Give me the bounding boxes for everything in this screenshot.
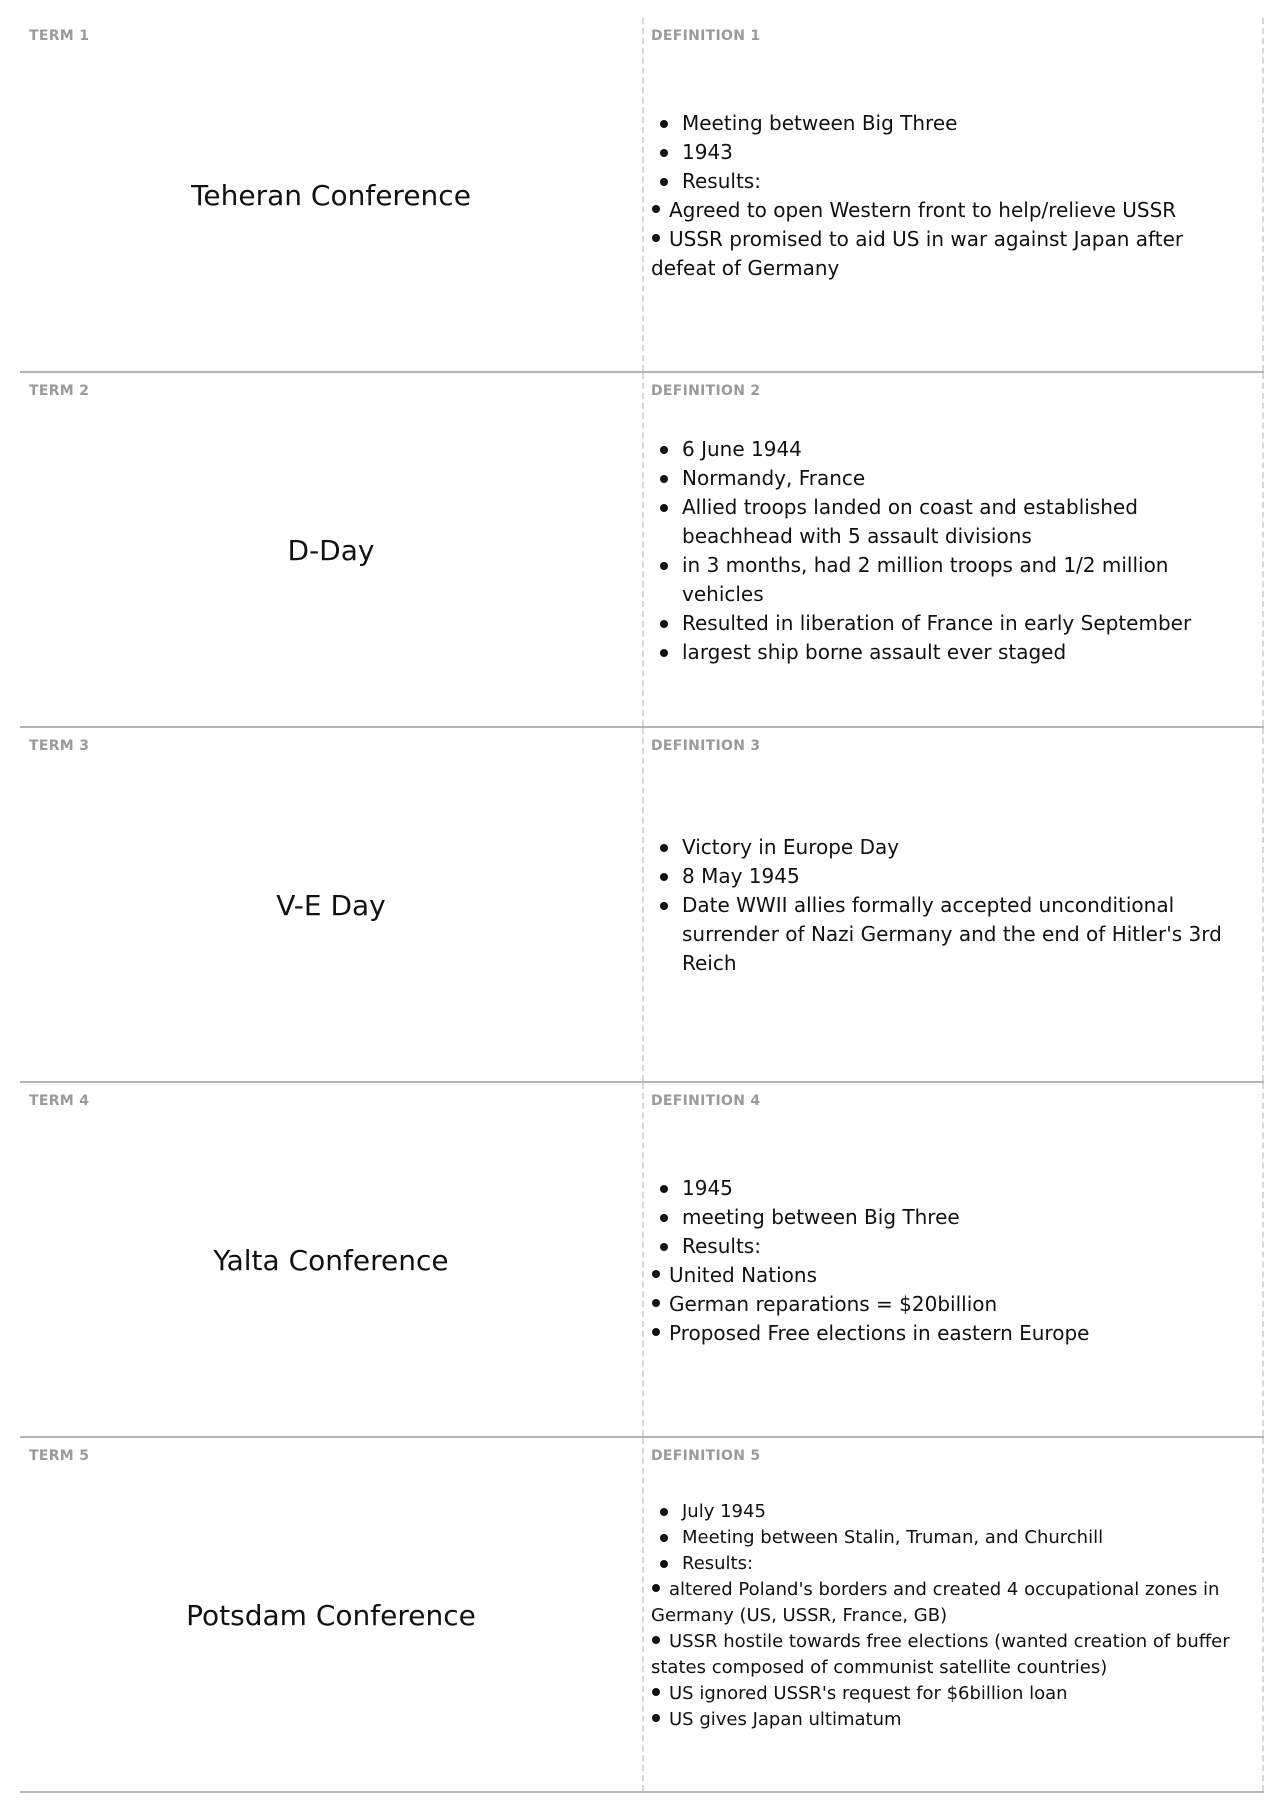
definition-label: DEFINITION 2 <box>651 383 761 399</box>
bullet-text: Agreed to open Western front to help/relieve USSR <box>669 197 1177 222</box>
definition-bullet <box>651 1499 1251 1525</box>
card-divider <box>642 18 644 371</box>
bullet-icon <box>652 1270 660 1278</box>
bullet-icon <box>652 1299 660 1307</box>
definition-bullet <box>651 609 1251 638</box>
term-label: TERM 3 <box>29 738 90 754</box>
bullet-icon <box>660 475 668 483</box>
definition-bullet <box>651 862 1251 891</box>
bullet-icon <box>652 1636 660 1644</box>
definition-bullet <box>651 1577 1251 1629</box>
bullet-icon <box>660 649 668 657</box>
flashcard-sheet <box>20 18 1264 1793</box>
bullet-icon <box>660 1560 668 1568</box>
bullet-icon <box>660 844 668 852</box>
bullet-icon <box>660 902 668 910</box>
bullet-text: Meeting between Stalin, Truman, and Churchill <box>682 1526 1104 1548</box>
term-text: Yalta Conference <box>213 1244 449 1277</box>
definition-bullet <box>651 464 1251 493</box>
card-edge <box>1262 1083 1264 1436</box>
bullet-icon <box>660 1534 668 1542</box>
definition-label: DEFINITION 5 <box>651 1448 761 1464</box>
bullet-text: 8 May 1945 <box>682 864 800 888</box>
flashcard-row <box>20 1083 1264 1438</box>
definition-bullet <box>651 1525 1251 1551</box>
bullet-text: 6 June 1944 <box>682 436 802 461</box>
card-divider <box>642 1438 644 1791</box>
bullet-icon <box>660 1185 668 1193</box>
definition-bullet <box>651 167 1251 196</box>
bullet-icon <box>660 562 668 570</box>
definition-bullet <box>651 551 1251 609</box>
bullet-icon <box>652 234 660 242</box>
bullet-text: German reparations = $20billion <box>669 1291 998 1316</box>
definition-area <box>651 1083 1251 1438</box>
bullet-text: 1945 <box>682 1175 733 1200</box>
card-edge <box>1262 373 1264 726</box>
term-text: Potsdam Conference <box>186 1599 476 1632</box>
definition-bullet <box>651 833 1251 862</box>
bullet-text: largest ship borne assault ever staged <box>682 639 1067 664</box>
bullet-icon <box>660 620 668 628</box>
definition-list <box>651 1174 1251 1348</box>
bullet-text: Results: <box>682 168 761 193</box>
term-text: D-Day <box>287 534 375 567</box>
bullet-icon <box>660 149 668 157</box>
bullet-text: Resulted in liberation of France in early September <box>682 610 1192 635</box>
definition-bullet <box>651 493 1251 551</box>
bullet-icon <box>660 1508 668 1516</box>
card-edge <box>1262 18 1264 371</box>
definition-bullet <box>651 196 1251 225</box>
bullet-text: Date WWII allies formally accepted unconditional surrender of Nazi Germany and the end of Hitler's 3rd Reich <box>682 893 1222 975</box>
term-label: TERM 2 <box>29 383 90 399</box>
definition-bullet <box>651 891 1251 978</box>
bullet-text: altered Poland's borders and created 4 occupational zones in Germany (US, USSR, France, GB) <box>651 1578 1220 1626</box>
definition-bullet <box>651 1174 1251 1203</box>
bullet-icon <box>660 504 668 512</box>
definition-bullet <box>651 1232 1251 1261</box>
bullet-text: Victory in Europe Day <box>682 835 900 859</box>
definition-bullet <box>651 1261 1251 1290</box>
definition-label: DEFINITION 3 <box>651 738 761 754</box>
card-divider <box>642 373 644 726</box>
bullet-text: Normandy, France <box>682 465 866 490</box>
bullet-text: July 1945 <box>682 1500 766 1522</box>
bullet-icon <box>652 205 660 213</box>
bullet-text: Allied troops landed on coast and established beachhead with 5 assault divisions <box>682 494 1138 548</box>
definition-bullet <box>651 138 1251 167</box>
bullet-text: US ignored USSR's request for $6billion loan <box>669 1682 1068 1704</box>
definition-area <box>651 1438 1251 1793</box>
term-label: TERM 1 <box>29 28 90 44</box>
bullet-icon <box>660 873 668 881</box>
bullet-icon <box>652 1584 660 1592</box>
bullet-icon <box>660 178 668 186</box>
bullet-icon <box>660 1214 668 1222</box>
bullet-text: USSR promised to aid US in war against Japan after defeat of Germany <box>651 226 1184 280</box>
definition-area <box>651 18 1251 373</box>
definition-bullet <box>651 225 1251 283</box>
card-edge <box>1262 728 1264 1081</box>
definition-bullet <box>651 1707 1251 1733</box>
flashcard-row <box>20 1438 1264 1793</box>
definition-list <box>651 833 1251 978</box>
definition-bullet <box>651 435 1251 464</box>
definition-bullet <box>651 109 1251 138</box>
bullet-icon <box>652 1328 660 1336</box>
bullet-icon <box>660 120 668 128</box>
definition-label: DEFINITION 1 <box>651 28 761 44</box>
definition-area <box>651 373 1251 728</box>
definition-list <box>651 1499 1251 1733</box>
bullet-text: 1943 <box>682 139 733 164</box>
definition-area <box>651 728 1251 1083</box>
bullet-text: in 3 months, had 2 million troops and 1/2 million vehicles <box>682 552 1169 606</box>
flashcard-row <box>20 373 1264 728</box>
bullet-text: Proposed Free elections in eastern Europe <box>669 1320 1090 1345</box>
definition-list <box>651 109 1251 283</box>
term-text: V-E Day <box>276 889 386 922</box>
bullet-icon <box>660 1243 668 1251</box>
card-edge <box>1262 1438 1264 1791</box>
definition-bullet <box>651 1319 1251 1348</box>
flashcard-row <box>20 18 1264 373</box>
card-divider <box>642 728 644 1081</box>
definition-list <box>651 435 1251 667</box>
bullet-text: Results: <box>682 1552 754 1574</box>
bullet-icon <box>660 446 668 454</box>
bullet-icon <box>652 1688 660 1696</box>
bullet-text: Meeting between Big Three <box>682 110 958 135</box>
definition-label: DEFINITION 4 <box>651 1093 761 1109</box>
bullet-text: Results: <box>682 1233 761 1258</box>
definition-bullet <box>651 638 1251 667</box>
definition-bullet <box>651 1681 1251 1707</box>
bullet-text: US gives Japan ultimatum <box>669 1708 902 1730</box>
definition-bullet <box>651 1551 1251 1577</box>
bullet-text: United Nations <box>669 1262 818 1287</box>
definition-bullet <box>651 1290 1251 1319</box>
bullet-text: USSR hostile towards free elections (wanted creation of buffer states composed of communist satellite countries) <box>651 1630 1230 1678</box>
term-text: Teheran Conference <box>191 179 471 212</box>
card-divider <box>642 1083 644 1436</box>
bullet-icon <box>652 1714 660 1722</box>
term-label: TERM 4 <box>29 1093 90 1109</box>
definition-bullet <box>651 1629 1251 1681</box>
flashcard-row <box>20 728 1264 1083</box>
definition-bullet <box>651 1203 1251 1232</box>
bullet-text: meeting between Big Three <box>682 1204 960 1229</box>
term-label: TERM 5 <box>29 1448 90 1464</box>
